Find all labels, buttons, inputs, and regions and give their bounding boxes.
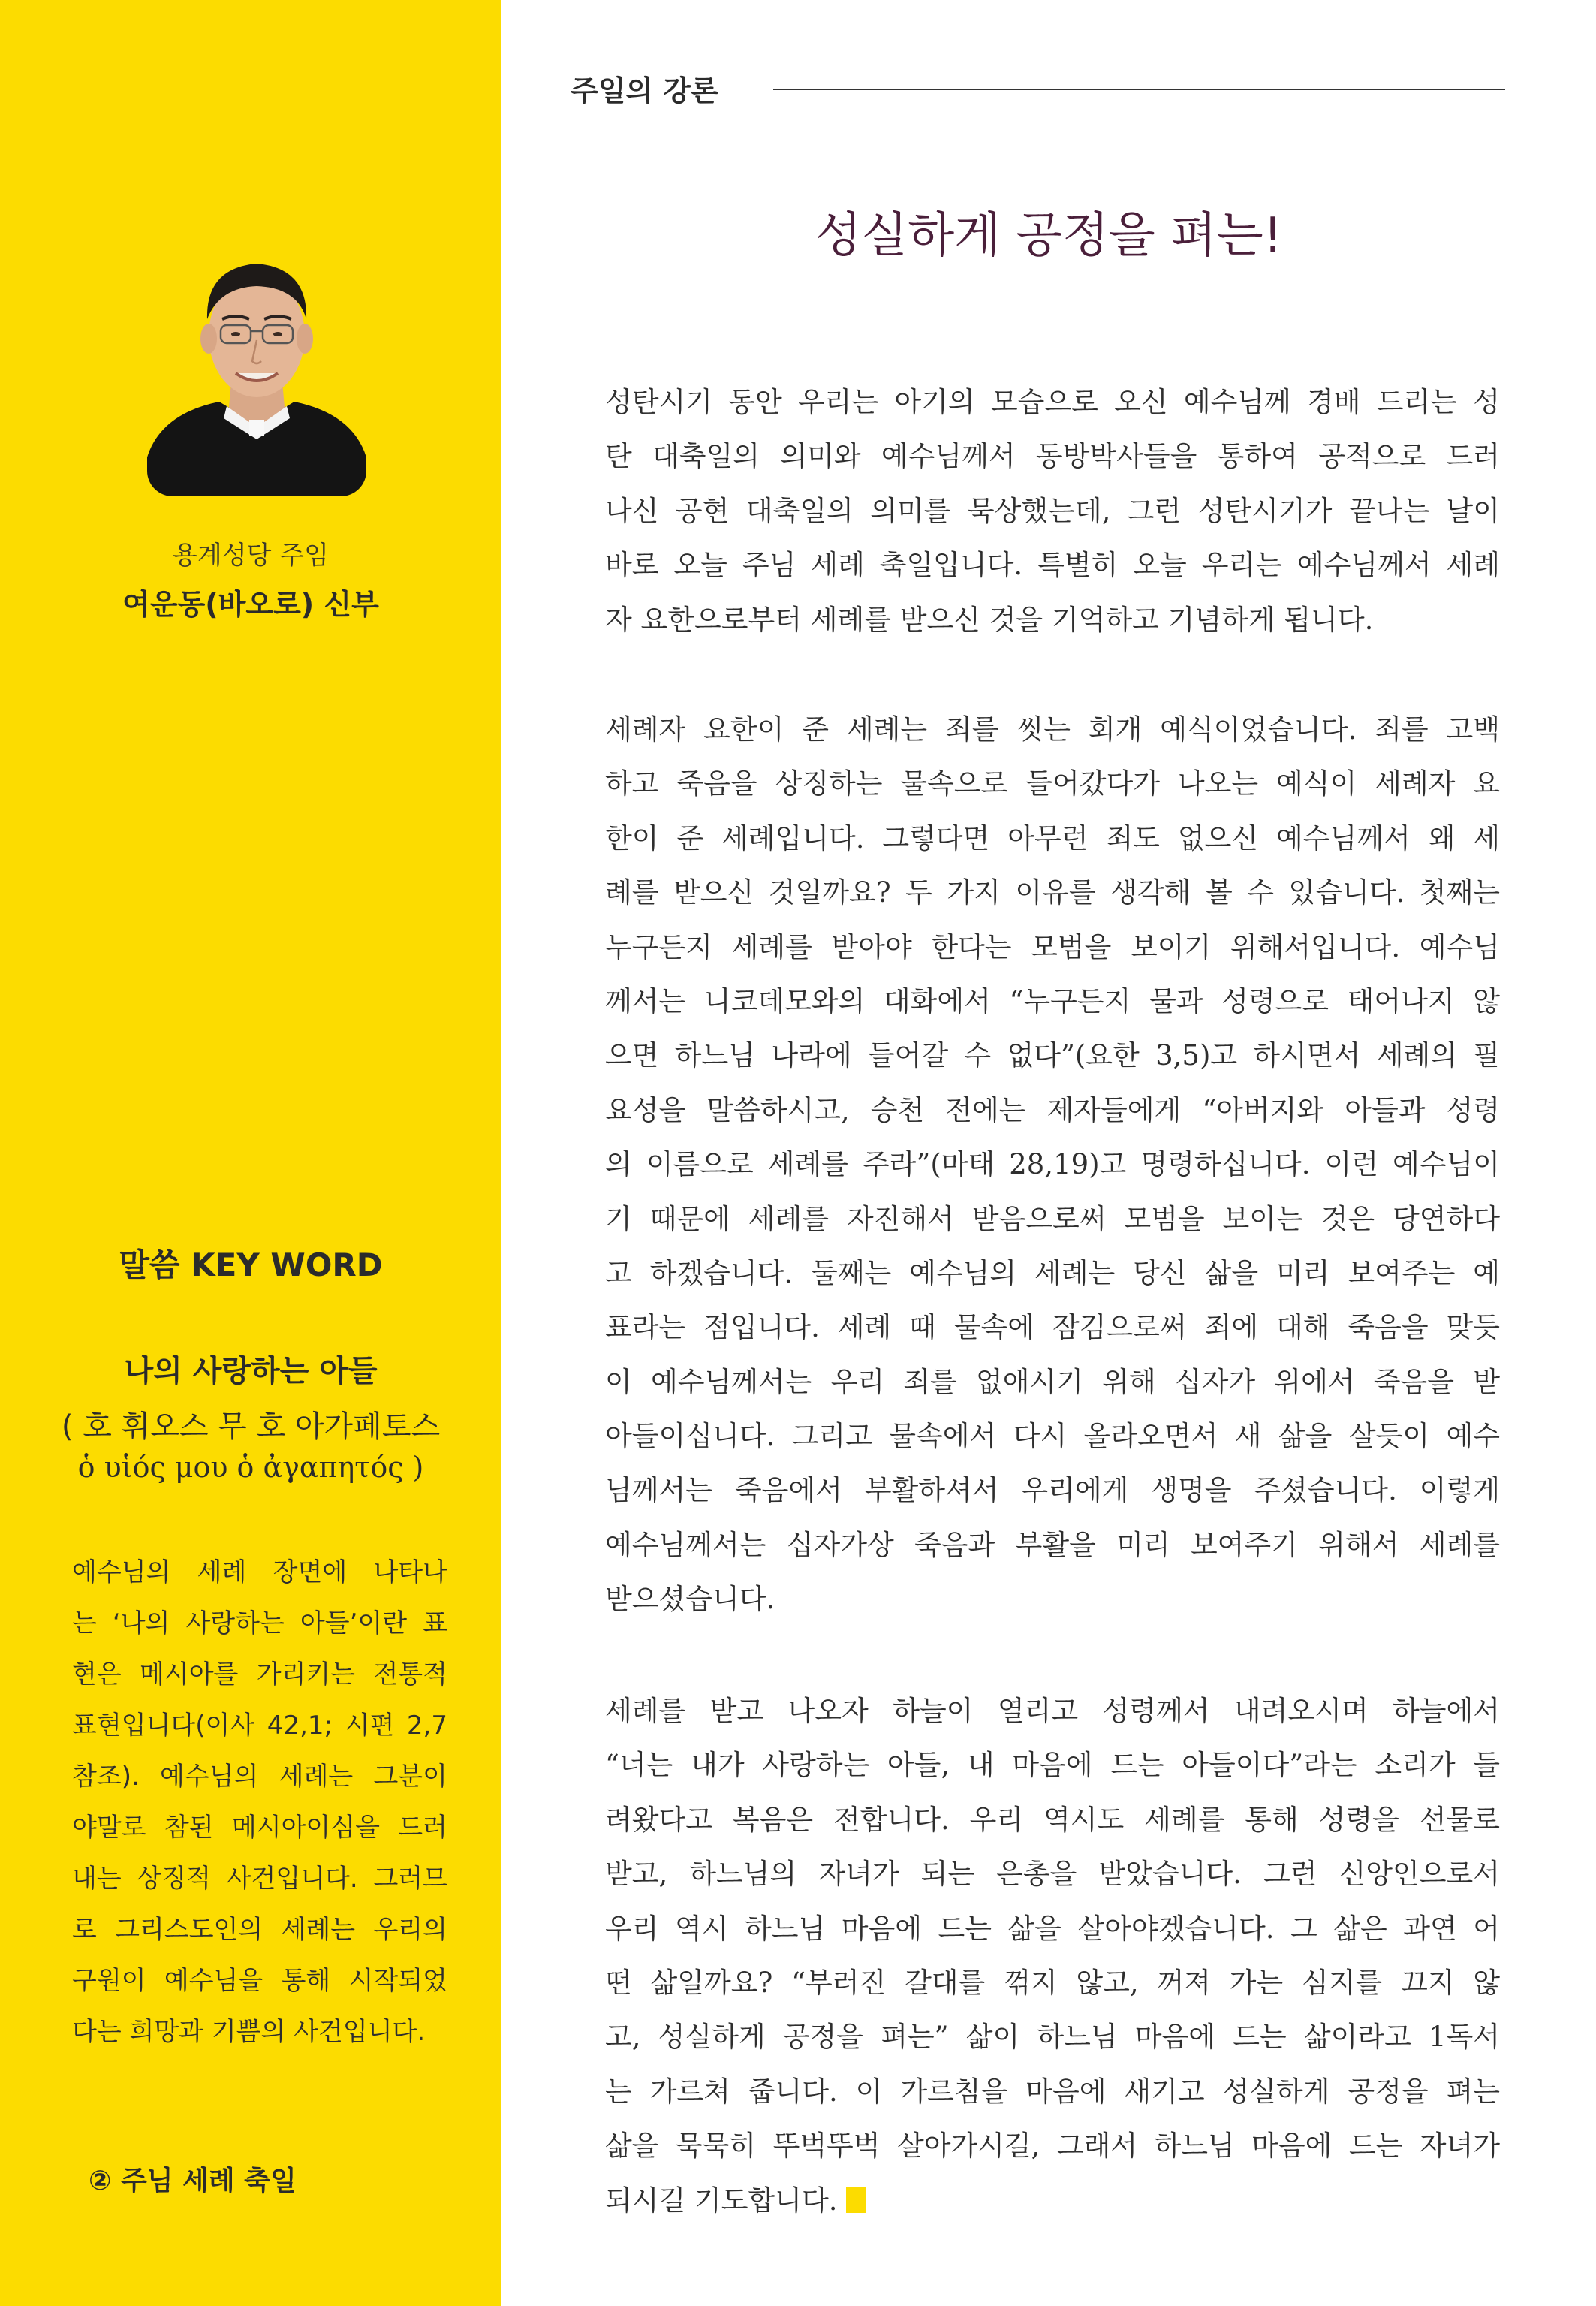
keyword-greek: ὁ υἱός μου ὁ ἀγαπητός )	[77, 1451, 424, 1484]
text-line: 기 때문에 세례를 자진해서 받음으로써 모범을 보이는 것은 당연하다	[605, 1202, 1500, 1235]
keyword-heading: 말씀 KEY WORD	[119, 1246, 383, 1283]
article-paragraph-2	[605, 703, 1500, 1627]
end-mark-icon	[846, 2187, 866, 2213]
text-line: 우리 역시 하느님 마음에 드는 삶을 살아야겠습니다. 그 삶은 과연 어	[605, 1912, 1500, 1945]
keyword-line: 로 그리스도인의 세례는 우리의	[72, 1915, 447, 1945]
author-name: 여운동(바오로) 신부	[122, 588, 379, 621]
keyword-line: 표현입니다(이사 42,1; 시편 2,7	[72, 1711, 447, 1741]
text-line: 탄 대축일의 의미와 예수님께서 동방박사들을 통하여 공적으로 드러	[605, 440, 1500, 473]
text-line: 고, 성실하게 공정을 펴는” 삶이 하느님 마음에 드는 삶이라고 1독서	[605, 2021, 1500, 2054]
text-line: 바로 오늘 주님 세례 축일입니다. 특별히 오늘 우리는 예수님께서 세례	[605, 549, 1500, 582]
author-role: 용계성당 주임	[173, 541, 329, 571]
text-line: 세례자 요한이 준 세례는 죄를 씻는 회개 예식이었습니다. 죄를 고백	[605, 713, 1500, 746]
text-line: 의 이름으로 세례를 주라”(마태 28,19)고 명령하십니다. 이런 예수님이	[605, 1148, 1500, 1181]
article-paragraph-3	[605, 1684, 1500, 2228]
keyword-line: 다는 희망과 기쁨의 사건입니다.	[72, 2017, 426, 2047]
author-portrait	[147, 235, 366, 496]
text-line-final-text: 되시길 기도합니다.	[605, 2184, 838, 2217]
section-label: 주일의 강론	[571, 74, 718, 107]
text-line: 고 하겠습니다. 둘째는 예수님의 세례는 당신 삶을 미리 보여주는 예	[605, 1256, 1500, 1289]
text-line: 받고, 하느님의 자녀가 되는 은총을 받았습니다. 그런 신앙인으로서	[605, 1858, 1500, 1891]
text-line: “너는 내가 사랑하는 아들, 내 마음에 드는 아들이다”라는 소리가 들	[605, 1749, 1500, 1782]
section-divider	[773, 89, 1505, 90]
text-line: 님께서는 죽음에서 부활하셔서 우리에게 생명을 주셨습니다. 이렇게	[605, 1474, 1500, 1507]
text-line: 아들이십니다. 그리고 물속에서 다시 올라오면서 새 삶을 살듯이 예수	[605, 1420, 1500, 1453]
text-line: 나신 공현 대축일의 의미를 묵상했는데, 그런 성탄시기가 끝나는 날이	[605, 494, 1500, 527]
keyword-line: 예수님의 세례 장면에 나타나	[72, 1557, 447, 1587]
text-line: 한이 준 세례입니다. 그렇다면 아무런 죄도 없으신 예수님께서 왜 세	[605, 821, 1500, 855]
text-line: 으면 하느님 나라에 들어갈 수 없다”(요한 3,5)고 하시면서 세례의 필	[605, 1039, 1500, 1072]
keyword-phrase: 나의 사랑하는 아들	[124, 1354, 378, 1388]
keyword-line: 내는 상징적 사건입니다. 그러므	[72, 1864, 447, 1894]
keyword-line: 는 ‘나의 사랑하는 아들’이란 표	[72, 1608, 447, 1638]
keyword-line: 야말로 참된 메시아이심을 드러	[72, 1813, 447, 1843]
text-line: 세례를 받고 나오자 하늘이 열리고 성령께서 내려오시며 하늘에서	[605, 1695, 1500, 1727]
text-line: 누구든지 세례를 받아야 한다는 모범을 보이기 위해서입니다. 예수님	[605, 930, 1500, 963]
text-line: 는 가르쳐 줍니다. 이 가르침을 마음에 새기고 성실하게 공정을 펴는	[605, 2075, 1500, 2108]
text-line: 례를 받으신 것일까요? 두 가지 이유를 생각해 볼 수 있습니다. 첫째는	[605, 876, 1500, 909]
page-footer: ② 주님 세례 축일	[89, 2166, 297, 2196]
keyword-line: 구원이 예수님을 통해 시작되었	[72, 1966, 447, 1996]
text-line: 성탄시기 동안 우리는 아기의 모습으로 오신 예수님께 경배 드리는 성	[605, 386, 1500, 418]
text-line: 자 요한으로부터 세례를 받으신 것을 기억하고 기념하게 됩니다.	[605, 603, 1374, 636]
text-line: 요성을 말씀하시고, 승천 전에는 제자들에게 “아버지와 아들과 성령	[605, 1093, 1500, 1126]
sidebar	[0, 0, 501, 2306]
text-line: 께서는 니코데모와의 대화에서 “누구든지 물과 성령으로 태어나지 않	[605, 984, 1500, 1017]
keyword-line: 참조). 예수님의 세례는 그분이	[72, 1762, 447, 1792]
text-line: 받으셨습니다.	[605, 1583, 775, 1616]
keyword-explanation	[72, 1547, 447, 2057]
keyword-transliteration: ( 호 휘오스 무 호 아가페토스	[61, 1409, 441, 1444]
article-paragraph-1	[605, 375, 1500, 647]
keyword-line: 현은 메시아를 가리키는 전통적	[72, 1659, 447, 1690]
text-line: 삶을 묵묵히 뚜벅뚜벅 살아가시길, 그래서 하느님 마음에 드는 자녀가	[605, 2130, 1500, 2163]
article-title: 성실하게 공정을 펴는!	[815, 208, 1283, 264]
text-line: 려왔다고 복음은 전합니다. 우리 역시도 세례를 통해 성령을 선물로	[605, 1803, 1500, 1836]
text-line-final	[605, 2174, 1500, 2228]
text-line: 표라는 점입니다. 세례 때 물속에 잠김으로써 죄에 대해 죽음을 맞듯	[605, 1311, 1500, 1344]
text-line: 떤 삶일까요? “부러진 갈대를 꺾지 않고, 꺼져 가는 심지를 끄지 않	[605, 1966, 1500, 1999]
text-line: 예수님께서는 십자가상 죽음과 부활을 미리 보여주기 위해서 세례를	[605, 1528, 1500, 1561]
text-line: 하고 죽음을 상징하는 물속으로 들어갔다가 나오는 예식이 세례자 요	[605, 767, 1500, 800]
text-line: 이 예수님께서는 우리 죄를 없애시기 위해 십자가 위에서 죽음을 받	[605, 1365, 1500, 1398]
